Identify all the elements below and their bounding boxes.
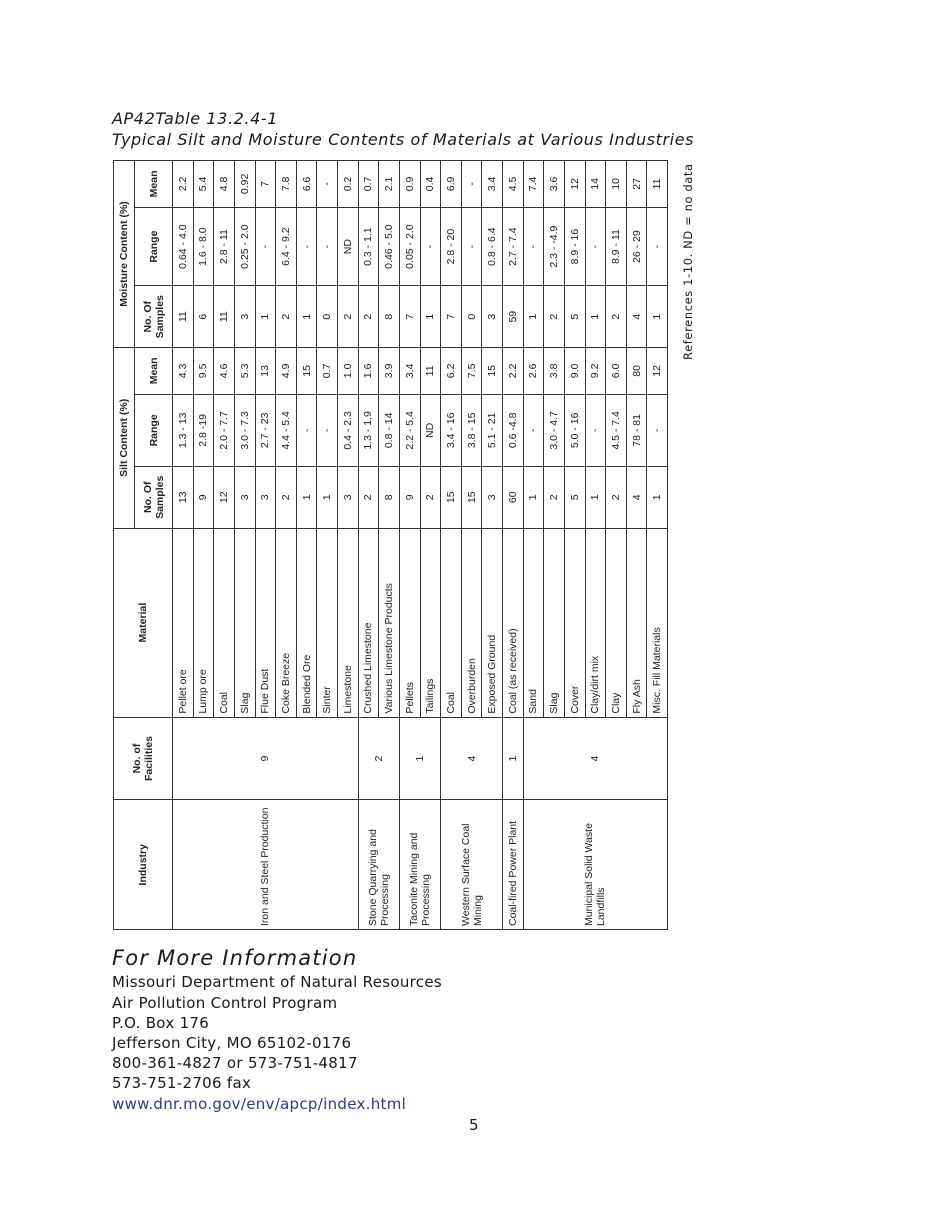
material-cell: Pellets xyxy=(399,528,420,717)
silt-range-cell: - xyxy=(523,394,544,466)
silt-samples-cell: 60 xyxy=(503,466,524,528)
moisture-mean-cell: 10 xyxy=(606,161,627,208)
moisture-samples-cell: 3 xyxy=(234,286,255,348)
moisture-mean-cell: 4.8 xyxy=(214,161,235,208)
silt-mean-cell: 0.7 xyxy=(317,348,338,395)
contact-program: Air Pollution Control Program xyxy=(112,994,338,1012)
silt-samples-cell: 3 xyxy=(482,466,503,528)
silt-mean-cell: 80 xyxy=(626,348,647,395)
moisture-range-cell: - xyxy=(461,207,482,286)
silt-mean-cell: 1.6 xyxy=(358,348,379,395)
material-cell: Crushed Limestone xyxy=(358,528,379,717)
silt-samples-cell: 9 xyxy=(399,466,420,528)
table-row xyxy=(173,161,194,930)
page-number: 5 xyxy=(469,1116,479,1134)
silt-mean-cell: 6.0 xyxy=(606,348,627,395)
contact-phone: 800-361-4827 or 573-751-4817 xyxy=(112,1054,358,1072)
moisture-mean-cell: 6.6 xyxy=(296,161,317,208)
material-cell: Clay/dirt mix xyxy=(585,528,606,717)
contact-website-link[interactable]: www.dnr.mo.gov/env/apcp/index.html xyxy=(112,1095,407,1113)
moisture-range-cell: 2.8 - 20 xyxy=(441,207,462,286)
silt-mean-cell: 2.6 xyxy=(523,348,544,395)
silt-samples-cell: 2 xyxy=(276,466,297,528)
silt-range-cell: 5.0 - 16 xyxy=(564,394,585,466)
moisture-mean-cell: 7.4 xyxy=(523,161,544,208)
material-cell: Flue Dust xyxy=(255,528,276,717)
silt-samples-cell: 13 xyxy=(173,466,194,528)
material-cell: Slag xyxy=(234,528,255,717)
silt-samples-cell: 12 xyxy=(214,466,235,528)
moisture-samples-cell: 11 xyxy=(173,286,194,348)
silt-range-cell: 5.1 - 21 xyxy=(482,394,503,466)
table-caption-id: AP42Table 13.2.4-1 xyxy=(112,109,279,128)
material-cell: Misc. Fill Materials xyxy=(647,528,668,717)
silt-range-cell: - xyxy=(585,394,606,466)
silt-range-cell: 3.0 - 4.7 xyxy=(544,394,565,466)
moisture-mean-cell: 3.4 xyxy=(482,161,503,208)
silt-mean-cell: 4.6 xyxy=(214,348,235,395)
material-cell: Tailings xyxy=(420,528,441,717)
silt-range-cell: ND xyxy=(420,394,441,466)
material-cell: Coke Breeze xyxy=(276,528,297,717)
moisture-range-cell: - xyxy=(585,207,606,286)
moisture-mean-cell: 27 xyxy=(626,161,647,208)
material-cell: Blended Ore xyxy=(296,528,317,717)
moisture-samples-cell: 3 xyxy=(482,286,503,348)
material-cell: Various Limestone Products xyxy=(379,528,400,717)
silt-range-cell: 3.0 - 7.3 xyxy=(234,394,255,466)
silt-samples-cell: 5 xyxy=(564,466,585,528)
silt-samples-cell: 2 xyxy=(420,466,441,528)
moisture-range-cell: - xyxy=(296,207,317,286)
silt-range-cell: 2.0 - 7.7 xyxy=(214,394,235,466)
header-silt-content: Silt Content (%) xyxy=(114,348,135,529)
facilities-cell: 4 xyxy=(441,717,503,800)
silt-samples-cell: 15 xyxy=(441,466,462,528)
silt-samples-cell: 1 xyxy=(296,466,317,528)
moisture-range-cell: 0.3 - 1.1 xyxy=(358,207,379,286)
industry-cell: Municipal Solid Waste Landfills xyxy=(523,800,667,930)
silt-samples-cell: 3 xyxy=(338,466,359,528)
material-cell: Coal xyxy=(214,528,235,717)
moisture-samples-cell: 8 xyxy=(379,286,400,348)
header-material: Material xyxy=(114,528,173,717)
moisture-samples-cell: 4 xyxy=(626,286,647,348)
silt-mean-cell: 3.8 xyxy=(544,348,565,395)
industry-cell: Western Surface Coal Mining xyxy=(441,800,503,930)
silt-samples-cell: 8 xyxy=(379,466,400,528)
silt-samples-cell: 1 xyxy=(523,466,544,528)
silt-samples-cell: 9 xyxy=(193,466,214,528)
facilities-cell: 9 xyxy=(173,717,359,800)
moisture-samples-cell: 2 xyxy=(606,286,627,348)
moisture-mean-cell: 12 xyxy=(564,161,585,208)
moisture-mean-cell: 7.8 xyxy=(276,161,297,208)
moisture-samples-cell: 1 xyxy=(647,286,668,348)
silt-mean-cell: 4.3 xyxy=(173,348,194,395)
material-cell: Exposed Ground xyxy=(482,528,503,717)
silt-range-cell: 1.3 - 1.9 xyxy=(358,394,379,466)
silt-range-cell: 0.8 - 14 xyxy=(379,394,400,466)
moisture-range-cell: - xyxy=(523,207,544,286)
silt-samples-cell: 2 xyxy=(544,466,565,528)
material-cell: Pellet ore xyxy=(173,528,194,717)
material-cell: Limestone xyxy=(338,528,359,717)
moisture-mean-cell: 0.9 xyxy=(399,161,420,208)
silt-mean-cell: 3.9 xyxy=(379,348,400,395)
material-cell: Lump ore xyxy=(193,528,214,717)
moisture-range-cell: 2.7 - 7.4 xyxy=(503,207,524,286)
header-silt-mean: Mean xyxy=(135,348,173,395)
table-notes: References 1-10. ND = no data xyxy=(681,163,695,360)
silt-mean-cell: 9.0 xyxy=(564,348,585,395)
silt-mean-cell: 12 xyxy=(647,348,668,395)
moisture-mean-cell: 0.2 xyxy=(338,161,359,208)
moisture-range-cell: 2.3 - -4.9 xyxy=(544,207,565,286)
silt-samples-cell: 2 xyxy=(358,466,379,528)
contact-city: Jefferson City, MO 65102-0176 xyxy=(112,1034,352,1052)
moisture-range-cell: 0.46 - 5.0 xyxy=(379,207,400,286)
silt-mean-cell: 9.2 xyxy=(585,348,606,395)
header-moisture-samples: No. Of Samples xyxy=(135,286,173,348)
moisture-mean-cell: 5.4 xyxy=(193,161,214,208)
silt-mean-cell: 4.9 xyxy=(276,348,297,395)
moisture-samples-cell: 7 xyxy=(441,286,462,348)
silt-range-cell: 4.5 - 7.4 xyxy=(606,394,627,466)
silt-mean-cell: 6.2 xyxy=(441,348,462,395)
table-row xyxy=(523,161,544,930)
silt-mean-cell: 7.5 xyxy=(461,348,482,395)
material-cell: Coal xyxy=(441,528,462,717)
moisture-range-cell: 0.8 - 6.4 xyxy=(482,207,503,286)
table-row xyxy=(441,161,462,930)
silt-range-cell: - xyxy=(647,394,668,466)
moisture-samples-cell: 0 xyxy=(461,286,482,348)
silt-mean-cell: 5.3 xyxy=(234,348,255,395)
facilities-cell: 1 xyxy=(399,717,440,800)
header-moisture-content: Moisture Content (%) xyxy=(114,161,135,348)
moisture-samples-cell: 2 xyxy=(358,286,379,348)
silt-mean-cell: 1.0 xyxy=(338,348,359,395)
facilities-cell: 4 xyxy=(523,717,667,800)
more-info-title: For More Information xyxy=(112,946,358,970)
facilities-cell: 1 xyxy=(503,717,524,800)
material-cell: Sinter xyxy=(317,528,338,717)
industry-cell: Stone Quarrying and Processing xyxy=(358,800,399,930)
moisture-range-cell: - xyxy=(647,207,668,286)
moisture-samples-cell: 0 xyxy=(317,286,338,348)
silt-range-cell: - xyxy=(296,394,317,466)
silt-range-cell: 0.6 -4.8 xyxy=(503,394,524,466)
silt-range-cell: 0.4 - 2.3 xyxy=(338,394,359,466)
header-moisture-mean: Mean xyxy=(135,161,173,208)
moisture-samples-cell: 1 xyxy=(255,286,276,348)
silt-range-cell: 3.8 - 15 xyxy=(461,394,482,466)
silt-range-cell: 4.4 - 5.4 xyxy=(276,394,297,466)
industry-cell: Iron and Steel Production xyxy=(173,800,359,930)
moisture-mean-cell: 11 xyxy=(647,161,668,208)
moisture-range-cell: - xyxy=(420,207,441,286)
industry-cell: Taconite Mining and Processing xyxy=(399,800,440,930)
silt-samples-cell: 1 xyxy=(647,466,668,528)
silt-mean-cell: 2.2 xyxy=(503,348,524,395)
moisture-samples-cell: 1 xyxy=(585,286,606,348)
table-row xyxy=(358,161,379,930)
contact-organization: Missouri Department of Natural Resources xyxy=(112,973,442,991)
moisture-range-cell: - xyxy=(317,207,338,286)
moisture-range-cell: 8.9 - 16 xyxy=(564,207,585,286)
silt-range-cell: 2.7 - 23 xyxy=(255,394,276,466)
moisture-samples-cell: 59 xyxy=(503,286,524,348)
header-silt-samples: No. Of Samples xyxy=(135,466,173,528)
silt-samples-cell: 15 xyxy=(461,466,482,528)
silt-mean-cell: 11 xyxy=(420,348,441,395)
silt-moisture-table-wrapper xyxy=(113,160,668,930)
header-moisture-range: Range xyxy=(135,207,173,286)
moisture-range-cell: - xyxy=(255,207,276,286)
contact-po-box: P.O. Box 176 xyxy=(112,1014,210,1032)
moisture-samples-cell: 7 xyxy=(399,286,420,348)
moisture-samples-cell: 2 xyxy=(276,286,297,348)
moisture-range-cell: ND xyxy=(338,207,359,286)
material-cell: Cover xyxy=(564,528,585,717)
moisture-samples-cell: 6 xyxy=(193,286,214,348)
moisture-mean-cell: 2.2 xyxy=(173,161,194,208)
contact-fax: 573-751-2706 fax xyxy=(112,1074,252,1092)
silt-moisture-table xyxy=(113,160,668,930)
silt-range-cell: 1.3 - 13 xyxy=(173,394,194,466)
header-facilities: No. of Facilities xyxy=(114,717,173,800)
moisture-samples-cell: 1 xyxy=(420,286,441,348)
silt-range-cell: 2.2 - 5.4 xyxy=(399,394,420,466)
industry-cell: Coal-fired Power Plant xyxy=(503,800,524,930)
moisture-mean-cell: 2.1 xyxy=(379,161,400,208)
material-cell: Slag xyxy=(544,528,565,717)
moisture-samples-cell: 2 xyxy=(544,286,565,348)
moisture-samples-cell: 11 xyxy=(214,286,235,348)
silt-samples-cell: 3 xyxy=(255,466,276,528)
moisture-mean-cell: 14 xyxy=(585,161,606,208)
material-cell: Clay xyxy=(606,528,627,717)
material-cell: Fly Ash xyxy=(626,528,647,717)
silt-mean-cell: 3.4 xyxy=(399,348,420,395)
table-caption-title: Typical Silt and Moisture Contents of Materials at Various Industries xyxy=(112,130,695,149)
silt-range-cell: 3.4 - 16 xyxy=(441,394,462,466)
table-body xyxy=(173,161,668,930)
moisture-mean-cell: 0.7 xyxy=(358,161,379,208)
moisture-samples-cell: 1 xyxy=(523,286,544,348)
header-silt-range: Range xyxy=(135,394,173,466)
moisture-range-cell: 1.6 - 8.0 xyxy=(193,207,214,286)
silt-samples-cell: 4 xyxy=(626,466,647,528)
moisture-mean-cell: - xyxy=(461,161,482,208)
table-row xyxy=(399,161,420,930)
silt-mean-cell: 9.5 xyxy=(193,348,214,395)
moisture-samples-cell: 2 xyxy=(338,286,359,348)
moisture-mean-cell: 4.5 xyxy=(503,161,524,208)
silt-samples-cell: 3 xyxy=(234,466,255,528)
silt-mean-cell: 15 xyxy=(296,348,317,395)
moisture-mean-cell: 6.9 xyxy=(441,161,462,208)
moisture-range-cell: 0.64 - 4.0 xyxy=(173,207,194,286)
moisture-range-cell: 8.9 - 11 xyxy=(606,207,627,286)
facilities-cell: 2 xyxy=(358,717,399,800)
table-row xyxy=(503,161,524,930)
moisture-range-cell: 6.4 - 9.2 xyxy=(276,207,297,286)
moisture-mean-cell: 0.4 xyxy=(420,161,441,208)
silt-range-cell: 2.8 -19 xyxy=(193,394,214,466)
silt-range-cell: - xyxy=(317,394,338,466)
moisture-range-cell: 26 - 29 xyxy=(626,207,647,286)
header-industry: Industry xyxy=(114,800,173,930)
material-cell: Coal (as received) xyxy=(503,528,524,717)
material-cell: Overburden xyxy=(461,528,482,717)
moisture-mean-cell: 3.6 xyxy=(544,161,565,208)
silt-mean-cell: 13 xyxy=(255,348,276,395)
moisture-mean-cell: 0.92 xyxy=(234,161,255,208)
moisture-samples-cell: 1 xyxy=(296,286,317,348)
moisture-range-cell: 0.25 - 2.0 xyxy=(234,207,255,286)
moisture-samples-cell: 5 xyxy=(564,286,585,348)
moisture-mean-cell: 7 xyxy=(255,161,276,208)
material-cell: Sand xyxy=(523,528,544,717)
silt-mean-cell: 15 xyxy=(482,348,503,395)
moisture-range-cell: 0.05 - 2.0 xyxy=(399,207,420,286)
silt-range-cell: 78 - 81 xyxy=(626,394,647,466)
moisture-mean-cell: - xyxy=(317,161,338,208)
silt-samples-cell: 2 xyxy=(606,466,627,528)
silt-samples-cell: 1 xyxy=(585,466,606,528)
silt-samples-cell: 1 xyxy=(317,466,338,528)
moisture-range-cell: 2.8 - 11 xyxy=(214,207,235,286)
